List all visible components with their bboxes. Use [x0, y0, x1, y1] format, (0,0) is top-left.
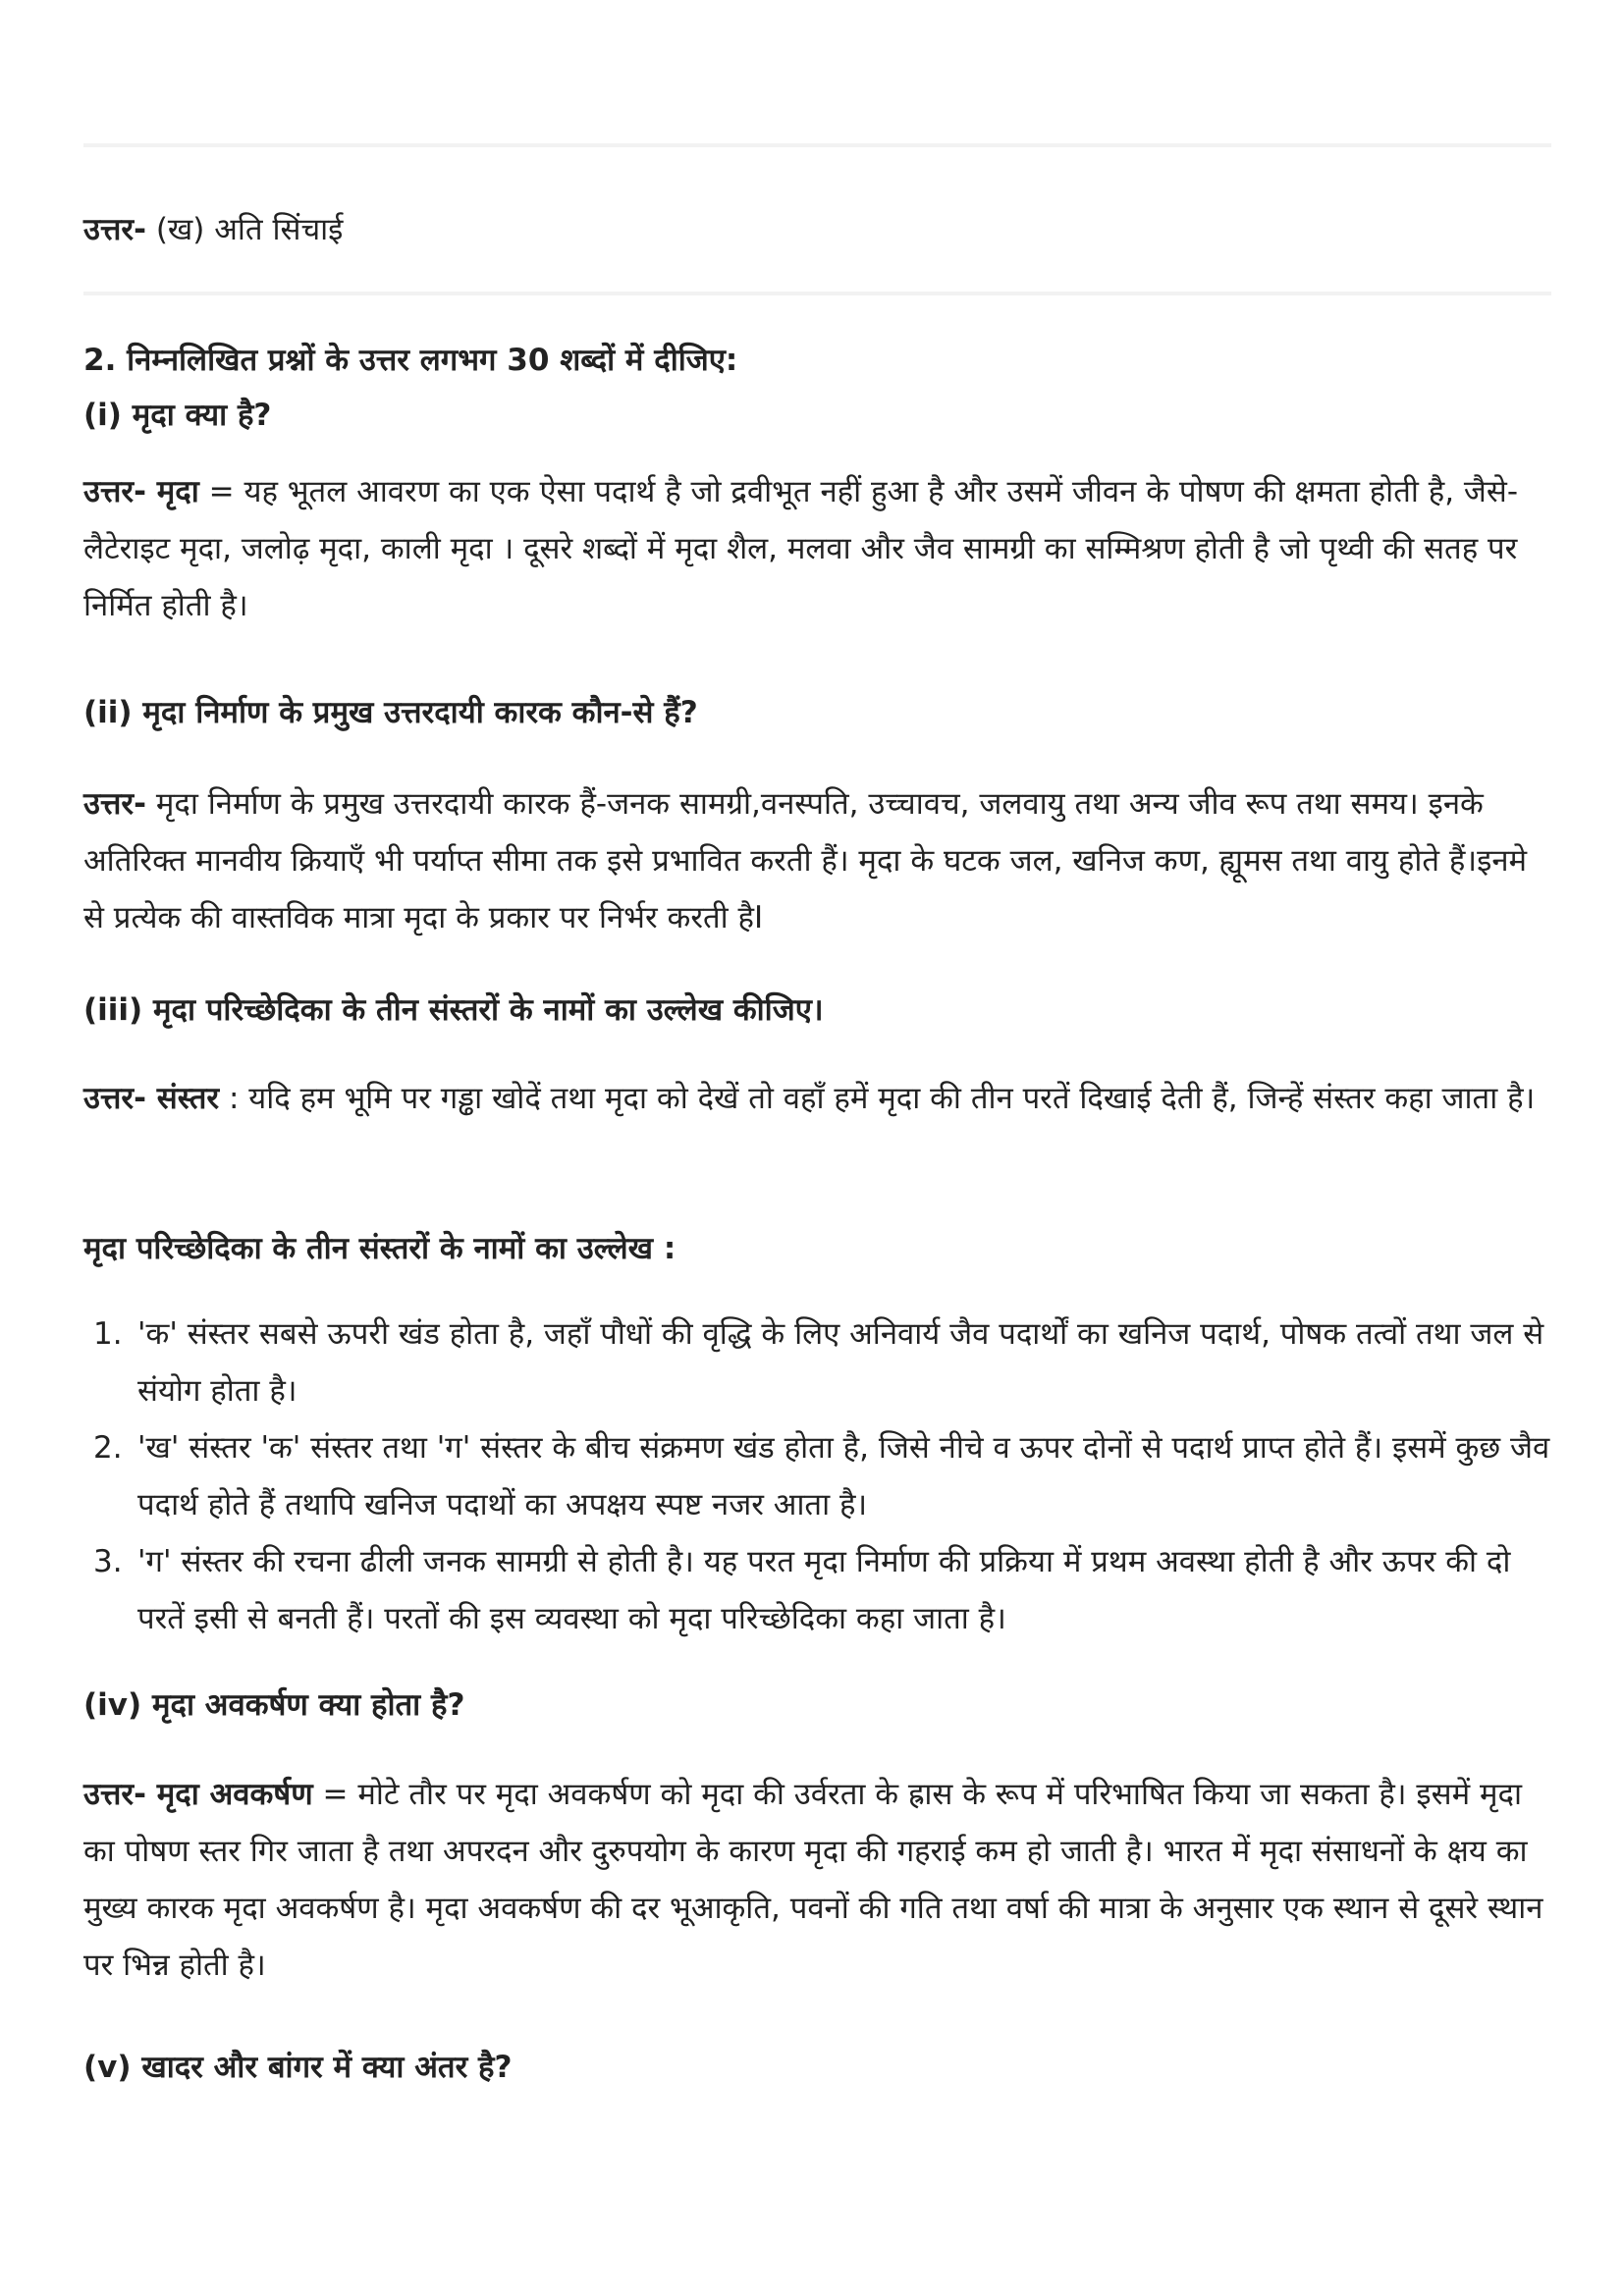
- list-number: 2.: [93, 1430, 123, 1466]
- divider-middle: [83, 292, 1551, 295]
- answer-q3-label: उत्तर- संस्तर: [83, 1081, 220, 1116]
- answer-q1-label: उत्तर- मृदा: [83, 474, 199, 509]
- answer-q3: [83, 1070, 1551, 1127]
- list-number: 3.: [93, 1544, 123, 1579]
- question-1: (i) मृदा क्या है?: [83, 398, 272, 433]
- question-4: (iv) मृदा अवकर्षण क्या होता है?: [83, 1687, 465, 1723]
- horizon-list: [83, 1306, 1551, 1647]
- list-text: 'ख' संस्तर 'क' संस्तर तथा 'ग' संस्तर के बीच संक्रमण खंड होता है, जिसे नीचे व ऊपर दोनों से पदार्थ प्राप्त होते हैं। इसमें कुछ जैव पदार्थ होते हैं तथापि खनिज पदाथों का अपक्षय स्पष्ट नजर आता है।: [137, 1430, 1550, 1522]
- question-5: (v) खादर और बांगर में क्या अंतर है?: [83, 2050, 513, 2085]
- answer-q4-label: उत्तर- मृदा अवकर्षण: [83, 1777, 313, 1812]
- answer-1: [83, 201, 1551, 258]
- question-3: (iii) मृदा परिच्छेदिका के तीन संस्तरों के नामों का उल्लेख कीजिए।: [83, 992, 824, 1028]
- list-text: 'ग' संस्तर की रचना ढीली जनक सामग्री से होती है। यह परत मृदा निर्माण की प्रक्रिया में प्रथम अवस्था होती है और ऊपर की दो परतें इसी से बनती हैं। परतों की इस व्यवस्था को मृदा परिच्छेदिका कहा जाता है।: [137, 1544, 1511, 1636]
- list-number: 1.: [93, 1316, 123, 1352]
- answer-label: उत्तर-: [83, 212, 146, 247]
- answer-q1-text: = यह भूतल आवरण का एक ऐसा पदार्थ है जो द्रवीभूत नहीं हुआ है और उसमें जीवन के पोषण की क्षमता होती है, जैसे- लैटेराइट मृदा, जलोढ़ मृदा, काली मृदा । दूसरे शब्दों में मृदा शैल, मलवा और जैव सामग्री का सम्मिश्रण होती है जो पृथ्वी की सतह पर निर्मित होती है।: [83, 474, 1519, 623]
- list-text: 'क' संस्तर सबसे ऊपरी खंड होता है, जहाँ पौधों की वृद्धि के लिए अनिवार्य जैव पदार्थों का खनिज पदार्थ, पोषक तत्वों तथा जल से संयोग होता है।: [137, 1316, 1544, 1409]
- answer-q2-text: मृदा निर्माण के प्रमुख उत्तरदायी कारक हैं-जनक सामग्री,वनस्पति, उच्चावच, जलवायु तथा अन्य जीव रूप तथा समय। इनके अतिरिक्त मानवीय क्रियाएँ भी पर्याप्त सीमा तक इसे प्रभावित करती हैं। मृदा के घटक जल, खनिज कण, ह्यूमस तथा वायु होते हैं।इनमे से प्रत्येक की वास्तविक मात्रा मृदा के प्रकार पर निर्भर करती हैI: [83, 786, 1528, 935]
- answer-q1: [83, 463, 1551, 634]
- answer-q4: [83, 1766, 1551, 1994]
- answer-q2-label: उत्तर-: [83, 786, 146, 822]
- answer-q4-text: = मोटे तौर पर मृदा अवकर्षण को मृदा की उर्वरता के ह्रास के रूप में परिभाषित किया जा सकता है। इसमें मृदा का पोषण स्तर गिर जाता है तथा अपरदन और दुरुपयोग के कारण मृदा की गहराई कम हो जाती है। भारत में मृदा संसाधनों के क्षय का मुख्य कारक मृदा अवकर्षण है। मृदा अवकर्षण की दर भूआकृति, पवनों की गति तथा वर्षा की मात्रा के अनुसार एक स्थान से दूसरे स्थान पर भिन्न होती है।: [83, 1777, 1543, 1983]
- list-item: [83, 1306, 1551, 1419]
- list-item: [83, 1419, 1551, 1533]
- section-heading: 2. निम्नलिखित प्रश्नों के उत्तर लगभग 30 शब्दों में दीजिए:: [83, 343, 738, 378]
- answer-q3-subheading: मृदा परिच्छेदिका के तीन संस्तरों के नामों का उल्लेख :: [83, 1231, 676, 1266]
- answer-q2: [83, 775, 1551, 946]
- list-item: [83, 1533, 1551, 1647]
- question-2: (ii) मृदा निर्माण के प्रमुख उत्तरदायी कारक कौन-से हैं?: [83, 695, 698, 730]
- divider-top: [83, 143, 1551, 147]
- answer-text: (ख) अति सिंचाई: [145, 212, 344, 247]
- answer-q3-text: : यदि हम भूमि पर गड्ढा खोदें तथा मृदा को देखें तो वहाँ हमें मृदा की तीन परतें दिखाई देती हैं, जिन्हें संस्तर कहा जाता है।: [219, 1081, 1536, 1116]
